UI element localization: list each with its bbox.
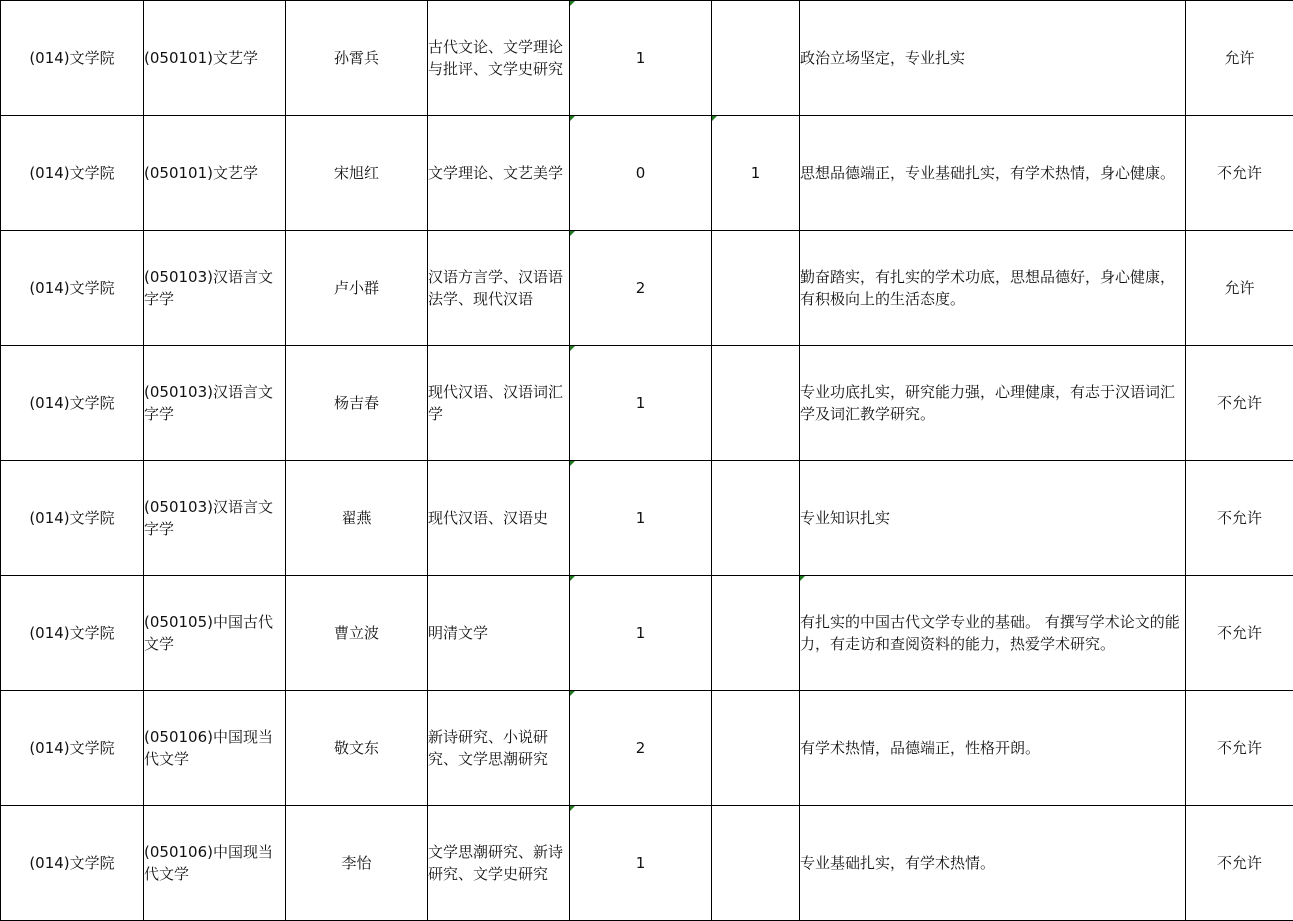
permit-cell[interactable]: 允许 xyxy=(1186,1,1293,116)
college-cell[interactable]: (014)文学院 xyxy=(1,231,144,346)
quota-2-cell[interactable] xyxy=(712,1,800,116)
quota-2-cell[interactable]: 1 xyxy=(712,116,800,231)
major-cell[interactable]: (050106)中国现当代文学 xyxy=(144,691,286,806)
requirement-cell[interactable]: 思想品德端正，专业基础扎实，有学术热情，身心健康。 xyxy=(800,116,1186,231)
mentor-cell[interactable]: 曹立波 xyxy=(286,576,428,691)
quota-cell[interactable]: 2 xyxy=(570,231,712,346)
major-cell[interactable]: (050103)汉语言文字学 xyxy=(144,231,286,346)
requirement-cell[interactable]: 有扎实的中国古代文学专业的基础。 有撰写学术论文的能力，有走访和查阅资料的能力，热爱学术研究。 xyxy=(800,576,1186,691)
quota-cell[interactable]: 2 xyxy=(570,691,712,806)
table-row xyxy=(1,1,1293,116)
quota-cell[interactable]: 1 xyxy=(570,1,712,116)
permit-cell[interactable]: 允许 xyxy=(1186,231,1293,346)
major-cell[interactable]: (050103)汉语言文字学 xyxy=(144,346,286,461)
research-direction-cell[interactable]: 明清文学 xyxy=(428,576,570,691)
college-cell[interactable]: (014)文学院 xyxy=(1,1,144,116)
quota-cell[interactable]: 1 xyxy=(570,461,712,576)
requirement-cell[interactable]: 勤奋踏实，有扎实的学术功底，思想品德好，身心健康，有积极向上的生活态度。 xyxy=(800,231,1186,346)
research-direction-cell[interactable]: 古代文论、文学理论与批评、文学史研究 xyxy=(428,1,570,116)
quota-cell[interactable]: 1 xyxy=(570,806,712,921)
college-cell[interactable]: (014)文学院 xyxy=(1,806,144,921)
major-cell[interactable]: (050106)中国现当代文学 xyxy=(144,806,286,921)
table-row xyxy=(1,806,1293,921)
mentor-cell[interactable]: 孙霄兵 xyxy=(286,1,428,116)
requirement-cell[interactable]: 专业基础扎实，有学术热情。 xyxy=(800,806,1186,921)
permit-cell[interactable]: 不允许 xyxy=(1186,806,1293,921)
research-direction-cell[interactable]: 文学理论、文艺美学 xyxy=(428,116,570,231)
college-cell[interactable]: (014)文学院 xyxy=(1,461,144,576)
requirement-cell[interactable]: 专业知识扎实 xyxy=(800,461,1186,576)
quota-2-cell[interactable] xyxy=(712,691,800,806)
quota-cell[interactable]: 1 xyxy=(570,346,712,461)
major-cell[interactable]: (050101)文艺学 xyxy=(144,1,286,116)
major-cell[interactable]: (050103)汉语言文字学 xyxy=(144,461,286,576)
research-direction-cell[interactable]: 现代汉语、汉语史 xyxy=(428,461,570,576)
table-row xyxy=(1,691,1293,806)
research-direction-cell[interactable]: 文学思潮研究、新诗研究、文学史研究 xyxy=(428,806,570,921)
permit-cell[interactable]: 不允许 xyxy=(1186,691,1293,806)
table-row xyxy=(1,231,1293,346)
mentor-cell[interactable]: 翟燕 xyxy=(286,461,428,576)
quota-2-cell[interactable] xyxy=(712,346,800,461)
quota-cell[interactable]: 0 xyxy=(570,116,712,231)
college-cell[interactable]: (014)文学院 xyxy=(1,116,144,231)
quota-2-cell[interactable] xyxy=(712,231,800,346)
table-row xyxy=(1,116,1293,231)
research-direction-cell[interactable]: 新诗研究、小说研究、文学思潮研究 xyxy=(428,691,570,806)
permit-cell[interactable]: 不允许 xyxy=(1186,116,1293,231)
quota-2-cell[interactable] xyxy=(712,461,800,576)
mentor-cell[interactable]: 卢小群 xyxy=(286,231,428,346)
table-body xyxy=(1,1,1293,921)
table-row xyxy=(1,461,1293,576)
mentor-cell[interactable]: 李怡 xyxy=(286,806,428,921)
permit-cell[interactable]: 不允许 xyxy=(1186,576,1293,691)
college-cell[interactable]: (014)文学院 xyxy=(1,691,144,806)
quota-2-cell[interactable] xyxy=(712,806,800,921)
mentor-cell[interactable]: 宋旭红 xyxy=(286,116,428,231)
major-cell[interactable]: (050101)文艺学 xyxy=(144,116,286,231)
research-direction-cell[interactable]: 汉语方言学、汉语语法学、现代汉语 xyxy=(428,231,570,346)
requirement-cell[interactable]: 政治立场坚定，专业扎实 xyxy=(800,1,1186,116)
college-cell[interactable]: (014)文学院 xyxy=(1,576,144,691)
college-cell[interactable]: (014)文学院 xyxy=(1,346,144,461)
quota-2-cell[interactable] xyxy=(712,576,800,691)
quota-cell[interactable]: 1 xyxy=(570,576,712,691)
mentor-cell[interactable]: 杨吉春 xyxy=(286,346,428,461)
research-direction-cell[interactable]: 现代汉语、汉语词汇学 xyxy=(428,346,570,461)
requirement-cell[interactable]: 有学术热情，品德端正，性格开朗。 xyxy=(800,691,1186,806)
requirement-cell[interactable]: 专业功底扎实，研究能力强，心理健康，有志于汉语词汇学及词汇教学研究。 xyxy=(800,346,1186,461)
permit-cell[interactable]: 不允许 xyxy=(1186,346,1293,461)
permit-cell[interactable]: 不允许 xyxy=(1186,461,1293,576)
table-row xyxy=(1,576,1293,691)
mentor-cell[interactable]: 敬文东 xyxy=(286,691,428,806)
major-cell[interactable]: (050105)中国古代文学 xyxy=(144,576,286,691)
table-row xyxy=(1,346,1293,461)
